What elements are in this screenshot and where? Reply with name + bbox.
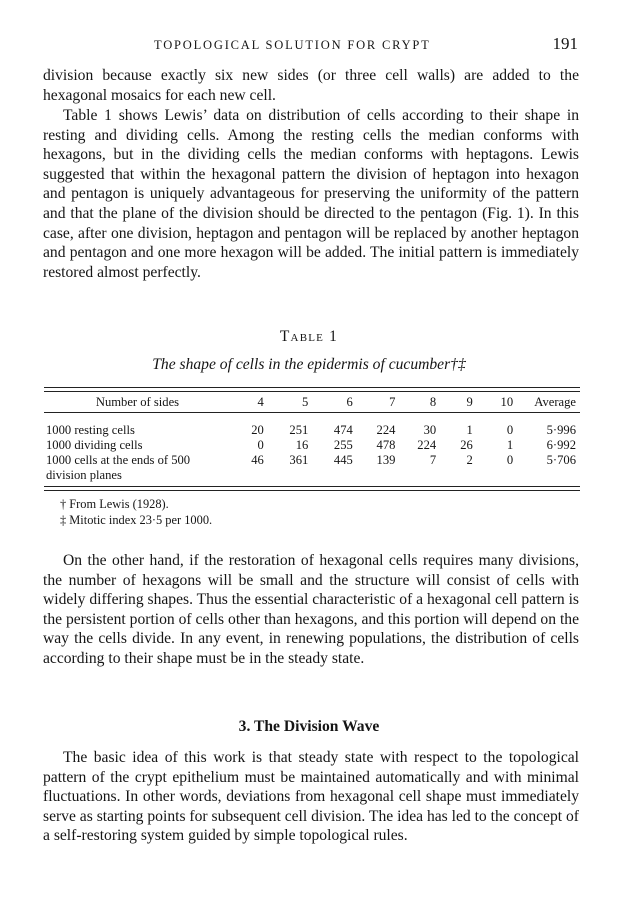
table-cell: 445 <box>333 453 353 467</box>
table-header-row <box>44 392 580 413</box>
table-cell: 255 <box>333 438 353 452</box>
table-header-cell: 4 <box>257 394 264 409</box>
page-number: 191 <box>552 34 578 53</box>
table-cell: 224 <box>376 423 396 437</box>
table-cell: 0 <box>257 438 264 452</box>
table-cell: 46 <box>251 453 264 467</box>
table-cell: 474 <box>333 423 353 437</box>
running-head-title: TOPOLOGICAL SOLUTION FOR CRYPT <box>154 38 431 52</box>
table-cell: 7 <box>429 453 437 467</box>
table-cell: 251 <box>289 423 309 437</box>
paragraph-continuation: division because exactly six new sides (or three cell walls) are added to the hexagonal mosaics for each new cell. <box>43 67 579 104</box>
running-head <box>44 34 578 54</box>
table-cell: 30 <box>423 423 437 437</box>
table-cell: 16 <box>295 438 309 452</box>
table-cell: 1 <box>466 423 473 437</box>
table-cell: 1000 dividing cells <box>46 438 143 452</box>
table-top-rule <box>44 387 580 388</box>
table-cell: 1000 resting cells <box>46 423 135 437</box>
section-heading: 3. The Division Wave <box>238 718 380 735</box>
table-cell: 1000 cells at the ends of 500 division planes <box>46 453 191 482</box>
table-cell: 224 <box>417 438 437 452</box>
table-cell: 20 <box>251 423 264 437</box>
table-bottom-rule-double <box>44 490 580 491</box>
table-cell: 361 <box>289 453 309 467</box>
table-header-cell: 8 <box>429 394 437 409</box>
table-header-cell: Number of sides <box>95 394 180 409</box>
table-caption: The shape of cells in the epidermis of cucumber†‡ <box>152 356 466 373</box>
table-header-cell: 7 <box>389 394 396 409</box>
table-footnotes <box>60 496 212 528</box>
table-cell: 0 <box>506 423 514 437</box>
table-header-cell: 9 <box>466 394 473 409</box>
table-row <box>44 423 580 438</box>
table-cell: 478 <box>376 438 396 452</box>
paragraph-lewis-data: Table 1 shows Lewis’ data on distribution of cells according to their shape in resting and dividing cells. Among the resting cells the median conforms with hexagons, but in the dividing cells the median conforms with heptagons. Lewis suggested that within the hexagonal pattern the division of heptagon into hexagon and pentagon is uniquely advantageous for preserving the uniformity of the pattern and that the plane of the division should be directed to the pentagon (Fig. 1). In this case, after one division, heptagon and pentagon will be replaced by another heptagon and pentagon and one more hexagon will be added. The initial pattern is immediately restored almost perfectly. <box>43 107 579 281</box>
table-cell: 1 <box>506 438 514 452</box>
paragraph-hexagon-restoration: On the other hand, if the restoration of hexagonal cells requires many divisions, the number of hexagons will be small and the structure will consist of cells with widely differing shapes. Thus the essential characteristic of a hexagonal cell pattern is the persistent portion of cells other than hexagons, and this portion will depend on the way the cells divide. In any event, in renewing populations, the distribution of cells according to their shape must be in the steady state. <box>43 552 579 667</box>
table-header-cell: Average <box>534 394 576 409</box>
table-cell: 26 <box>460 438 473 452</box>
table-cell: 139 <box>376 453 396 467</box>
table-header-cell: 6 <box>346 394 353 409</box>
footnote: † From Lewis (1928). <box>60 497 169 511</box>
table-header-cell: 5 <box>302 394 309 409</box>
table-cell: 2 <box>466 453 473 467</box>
footnote: ‡ Mitotic index 23·5 per 1000. <box>60 513 213 527</box>
table-row <box>44 453 580 483</box>
table-cell: 0 <box>506 453 514 467</box>
data-table <box>44 392 580 483</box>
table-row <box>44 438 580 453</box>
table-cell: 6·992 <box>546 438 576 452</box>
paragraph-division-wave: The basic idea of this work is that steady state with respect to the topological pattern of the crypt epithelium must be maintained automatically and with minimal fluctuations. In other words, deviations from hexagonal cell shape must immediately serve as starting points for subsequent cell division. The idea has led to the concept of a self-restoring system guided by simple topological rules. <box>43 749 579 845</box>
table-bottom-rule <box>44 486 580 487</box>
table-label: Table 1 <box>279 328 339 345</box>
table-cell: 5·706 <box>546 453 576 467</box>
table-header-cell: 10 <box>500 394 514 409</box>
table-cell: 5·996 <box>546 423 576 437</box>
